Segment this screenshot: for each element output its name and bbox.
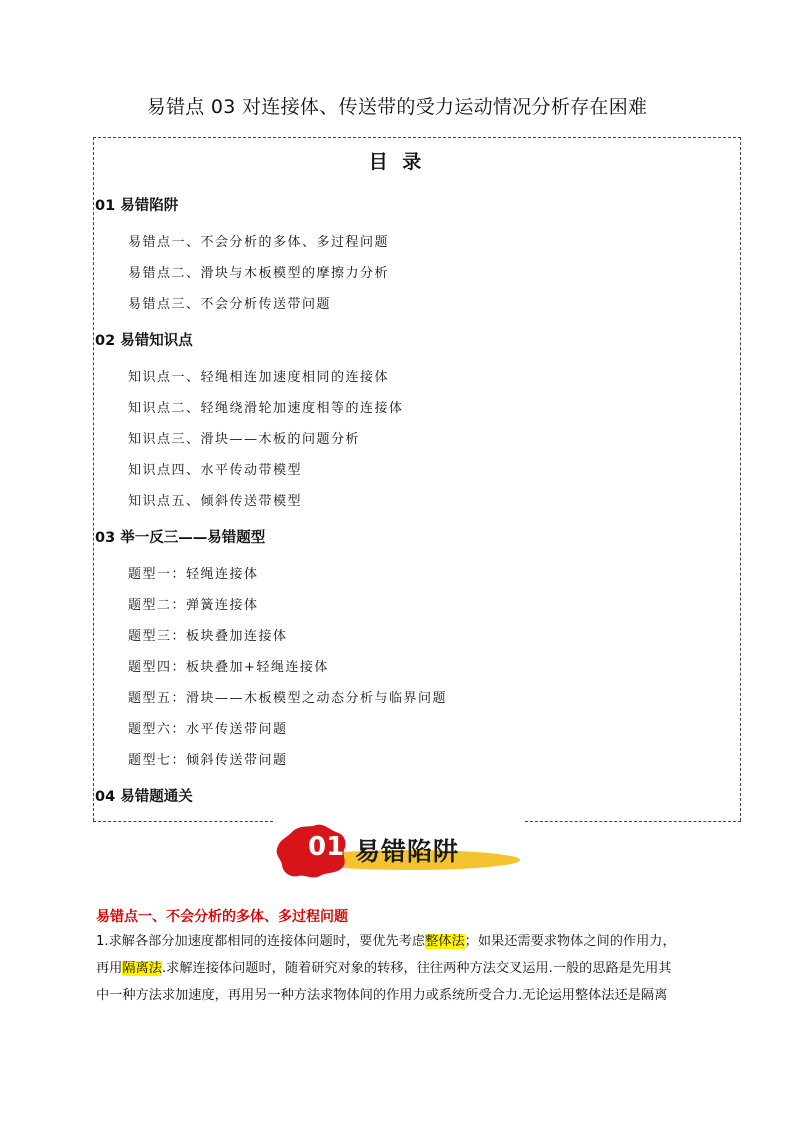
toc-item[interactable]: 题型六：水平传送带问题 xyxy=(128,722,288,737)
page-title: 易错点 03 对连接体、传送带的受力运动情况分析存在困难 xyxy=(146,96,648,118)
text-run: 1.求解各部分加速度都相同的连接体问题时，要优先考虑 xyxy=(96,934,426,949)
toc-section-label[interactable]: 01 易错陷阱 xyxy=(95,198,179,214)
toc-item[interactable]: 知识点四、水平传动带模型 xyxy=(128,463,303,478)
toc-item[interactable]: 知识点三、滑块——木板的问题分析 xyxy=(128,432,361,447)
highlighted-term: 隔离法 xyxy=(122,961,162,976)
banner-number: 01 xyxy=(308,832,345,862)
toc-item[interactable]: 知识点一、轻绳相连加速度相同的连接体 xyxy=(128,370,390,385)
error-point-heading: 易错点一、不会分析的多体、多过程问题 xyxy=(96,909,348,925)
toc-section-label[interactable]: 04 易错题通关 xyxy=(95,789,193,805)
toc-heading: 目 录 xyxy=(368,151,426,173)
toc-bottom-border-right xyxy=(525,821,741,822)
toc-item[interactable]: 题型五：滑块——木板模型之动态分析与临界问题 xyxy=(128,691,448,706)
toc-item[interactable]: 易错点一、不会分析的多体、多过程问题 xyxy=(128,235,390,250)
text-run: 再用 xyxy=(96,961,123,976)
toc-item[interactable]: 易错点二、滑块与木板模型的摩擦力分析 xyxy=(128,266,390,281)
toc-item[interactable]: 题型一：轻绳连接体 xyxy=(128,567,259,582)
toc-item[interactable]: 知识点五、倾斜传送带模型 xyxy=(128,494,303,509)
toc-item[interactable]: 题型四：板块叠加+轻绳连接体 xyxy=(128,660,329,675)
toc-item[interactable]: 题型三：板块叠加连接体 xyxy=(128,629,288,644)
toc-bottom-border-left xyxy=(93,821,273,822)
toc-section-label[interactable]: 02 易错知识点 xyxy=(95,333,193,349)
text-run: ；如果还需要求物体之间的作用力， xyxy=(464,934,676,949)
paragraph-line: 中一种方法求加速度，再用另一种方法求物体间的作用力或系统所受合力.无论运用整体法还是隔离 xyxy=(96,988,668,1003)
toc-item[interactable]: 易错点三、不会分析传送带问题 xyxy=(128,297,332,312)
paragraph-line xyxy=(96,956,712,982)
paragraph-line xyxy=(96,929,712,955)
highlighted-term: 整体法 xyxy=(425,934,465,949)
toc-item[interactable]: 题型七：倾斜传送带问题 xyxy=(128,753,288,768)
toc-item[interactable]: 题型二：弹簧连接体 xyxy=(128,598,259,613)
text-run: .求解连接体问题时，随着研究对象的转移，往往两种方法交叉运用.一般的思路是先用其 xyxy=(161,961,672,976)
toc-section-label[interactable]: 03 举一反三——易错题型 xyxy=(95,530,266,546)
toc-item[interactable]: 知识点二、轻绳绕滑轮加速度相等的连接体 xyxy=(128,401,404,416)
banner-label: 易错陷阱 xyxy=(355,837,460,866)
